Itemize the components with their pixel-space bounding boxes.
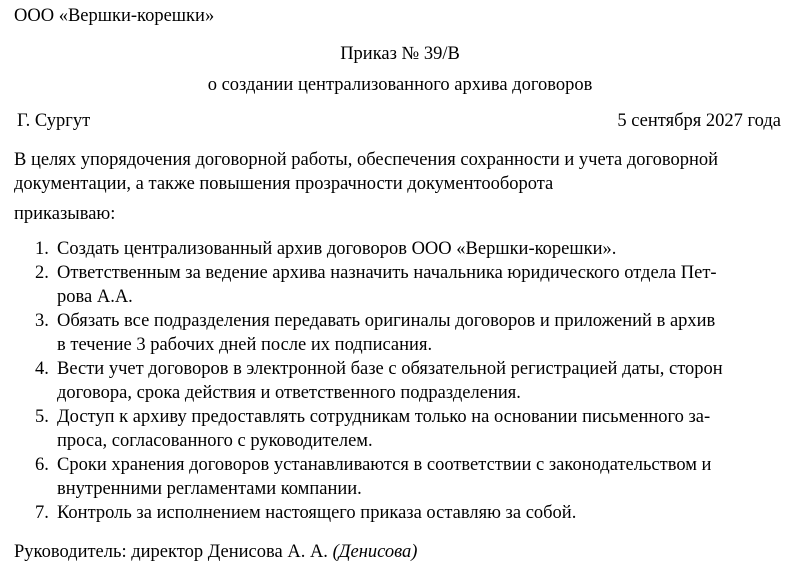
list-item xyxy=(35,237,787,261)
item-text: Контроль за исполнением настоящего приказа оставляю за собой. xyxy=(57,503,577,523)
item-text-continued: в течение 3 рабочих дней после их подписания. xyxy=(57,335,433,355)
signature-line xyxy=(14,543,417,562)
item-text-continued: рова А.А. xyxy=(57,287,133,307)
order-subtitle: о создании централизованного архива договоров xyxy=(207,75,593,95)
list-item xyxy=(35,309,787,357)
item-text: Вести учет договоров в электронной базе с обязательной регистрацией даты, сторон xyxy=(57,359,723,379)
order-date: 5 сентября 2027 года xyxy=(617,111,781,131)
item-text: Доступ к архиву предоставлять сотрудникам только на основании письменного за- xyxy=(57,407,711,427)
item-text: Создать централизованный архив договоров ООО «Вершки-корешки». xyxy=(57,239,617,259)
item-text-continued: внутренними регламентами компании. xyxy=(57,479,362,499)
list-item xyxy=(35,405,787,453)
order-word: приказываю: xyxy=(14,204,116,224)
item-number: 6. xyxy=(35,455,49,475)
list-item xyxy=(35,261,787,309)
item-text-continued: проса, согласованного с руководителем. xyxy=(57,431,373,451)
item-text: Сроки хранения договоров устанавливаются в соответствии с законодательством и xyxy=(57,455,712,475)
item-text: Ответственным за ведение архива назначить начальника юридического отдела Пет- xyxy=(57,263,717,283)
item-text-continued: договора, срока действия и ответственного подразделения. xyxy=(57,383,521,403)
intro-paragraph: В целях упорядочения договорной работы, обеспечения сохранности и учета договорной документации, а также повышения прозрачности документооборота xyxy=(14,150,719,194)
organization-name: ООО «Вершки-корешки» xyxy=(14,6,215,26)
signature-name: (Денисова) xyxy=(332,542,418,562)
item-number: 7. xyxy=(35,503,49,523)
item-number: 4. xyxy=(35,359,49,379)
signature-label: Руководитель: директор Денисова А. А. xyxy=(14,542,328,562)
item-number: 3. xyxy=(35,311,49,331)
order-title: Приказ № 39/В xyxy=(340,44,460,64)
list-item xyxy=(35,453,787,501)
item-number: 1. xyxy=(35,239,49,259)
item-number: 5. xyxy=(35,407,49,427)
item-number: 2. xyxy=(35,263,49,283)
order-items-list xyxy=(35,237,787,525)
list-item xyxy=(35,357,787,405)
list-item xyxy=(35,501,787,525)
city: Г. Сургут xyxy=(17,111,91,131)
item-text: Обязать все подразделения передавать оригиналы договоров и приложений в архив xyxy=(57,311,716,331)
